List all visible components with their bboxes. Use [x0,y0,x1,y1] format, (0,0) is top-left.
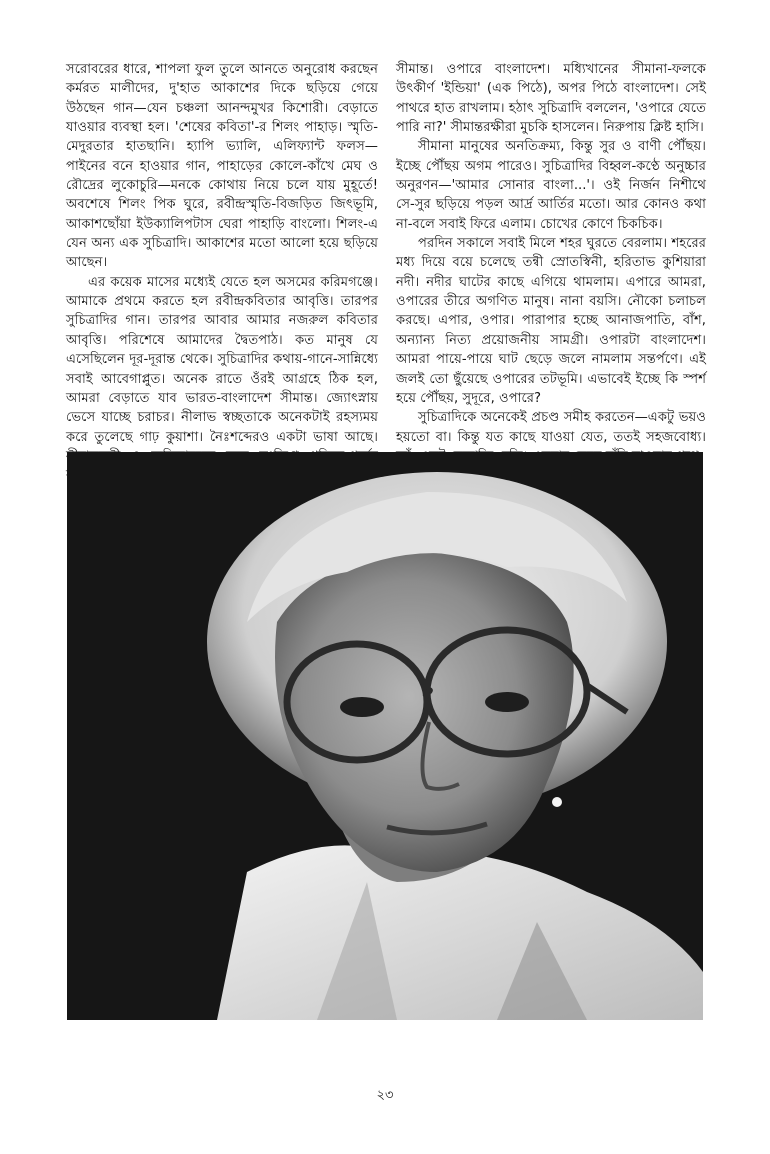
paragraph: পরদিন সকালে সবাই মিলে শহর ঘুরতে বেরলাম। শহরের মধ্য দিয়ে বয়ে চলেছে তন্বী স্রোতস্বিনী, হরিতাভ কুশিয়ারা নদী। নদীর ঘাটের কাছে এগিয়ে থামলাম। এপারে আমরা, ওপারের তীরে অগণিত মানুষ। নানা বয়সি। নৌকো চলাচল করছে। এপার, ওপার। পারাপার হচ্ছে আনাজপাতি, বাঁশ, অন্যান্য নিত্য প্রয়োজনীয় সামগ্রী। ওপারটা বাংলাদেশ। আমরা পায়ে-পায়ে ঘাট ছেড়ে জলে নামলাম সন্তর্পণে। এই জলই তো ছুঁয়েছে ওপারের তটভূমি। এভাবেই ইচ্ছে কি স্পর্শ হয়ে পৌঁছয়, সুদূরে, ওপারে? [396,236,706,406]
text-column-right [396,60,706,466]
paragraph: সীমানা মানুষের অনতিক্রম্য, কিন্তু সুর ও বাণী পৌঁছয়। ইচ্ছে পৌঁছয় অগম পারেও। সুচিত্রাদির বিহ্বল-কণ্ঠে অনুচ্চার অনুরণন—'আমার সোনার বাংলা...'। ওই নির্জন নিশীথে সে-সুর ছড়িয়ে পড়ল আর্দ্র আর্তির মতো। আর কোনও কথা না-বলে সবাই ফিরে এলাম। চোখের কোণে চিকচিক। [396,139,706,232]
paragraph: সুচিত্রাদিকে অনেকেই প্রচণ্ড সমীহ করতেন—একটু ভয়ও হয়তো বা। কিন্তু যত কাছে যাওয়া যেত, ততই সহজবোধ্য। [396,410,706,445]
paragraph: সীমান্ত। ওপারে বাংলাদেশ। মধ্যিখানের সীমানা-ফলকে উৎকীর্ণ 'ইন্ডিয়া' (এক পিঠে), অপর পিঠে বাংলাদেশ। সেই পাথরে হাত রাখলাম। হঠাৎ সুচিত্রাদি বললেন, 'ওপারে যেতে পারি না?' সীমান্তরক্ষীরা মুচকি হাসলেন। নিরুপায় ক্লিষ্ট হাসি। [396,62,706,136]
text-column-left [66,60,378,486]
portrait-photo [67,452,703,1020]
paragraph: সরোবরের ধারে, শাপলা ফুল তুলে আনতে অনুরোধ করছেন কর্মরত মালীদের, দু'হাত আকাশের দিকে ছড়িয়ে গেয়ে উঠছেন গান—যেন চঞ্চলা আনন্দমুখর কিশোরী। বেড়াতে যাওয়ার ব্যবস্থা হল। 'শেষের কবিতা'-র শিলং পাহাড়। স্মৃতি-মেদুরতার হাতছানি। হ্যাপি ভ্যালি, এলিফ্যান্ট ফলস—পাইনের বনে হাওয়ার গান, পাহাড়ের কোলে-কাঁখে মেঘ ও রৌদ্রের লুকোচুরি—মনকে কোথায় নিয়ে চলে যায় মুহূর্তে! অবশেষে শিলং পিক ঘুরে, রবীন্দ্রস্মৃতি-বিজড়িত জিৎভূমি, আকাশছোঁয়া ইউক্যালিপটাস ঘেরা পাহাড়ি বাংলো। শিলং-এ যেন অন্য এক সুচিত্রাদি। আকাশের মতো আলো হয়ে ছড়িয়ে আছেন। [66,62,378,271]
paragraph: এর কয়েক মাসের মধ্যেই যেতে হল অসমের করিমগঞ্জে। আমাকে প্রথমে করতে হল রবীন্দ্রকবিতার আবৃত্তি। তারপর সুচিত্রাদির গান। তারপর আবার আমার নজরুল কবিতার আবৃত্তি। পরিশেষে আমাদের দ্বৈতপাঠ। কত মানুষ যে এসেছিলেন দূর-দূরান্ত থেকে। সুচিত্রাদির কথায়-গানে-সান্নিধ্যে সবাই আবেগাপ্লুত। অনেক রাতে ওঁরই আগ্রহে ঠিক হল, আমরা বেড়াতে যাব ভারত-বাংলাদেশ সীমান্ত। জ্যোৎস্নায় ভেসে যাচ্ছে চরাচর। নীলাভ স্বচ্ছতাকে অনেকটাই রহস্যময় করে তুলেছে গাঢ় কুয়াশা। নৈঃশব্দেরও একটা ভাষা আছে। [66,274,378,445]
page-number: ২৩ [376,1088,394,1103]
